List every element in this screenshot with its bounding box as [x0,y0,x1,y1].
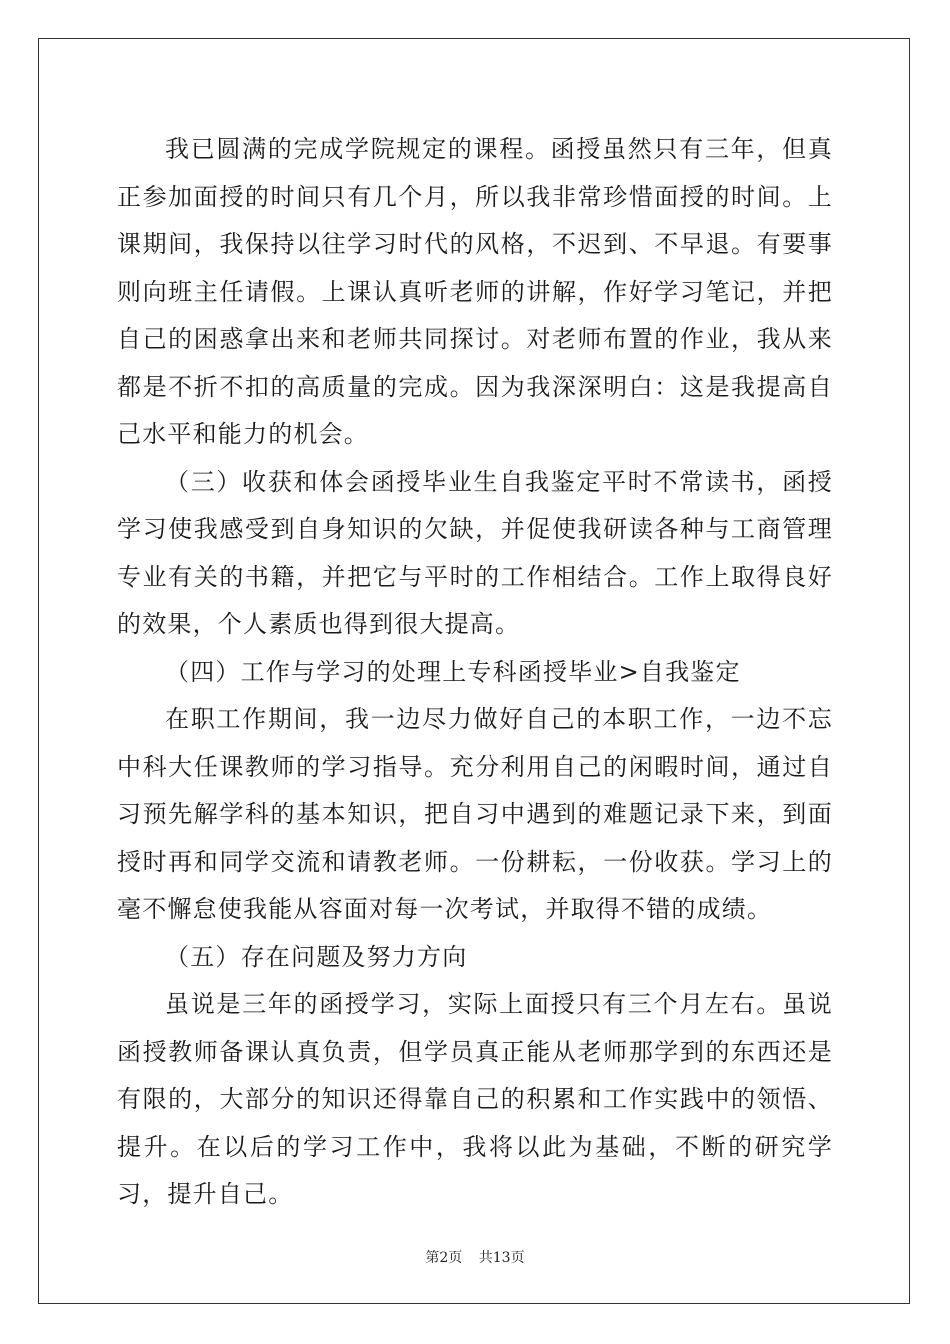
document-body [117,126,833,1219]
page-total: 共13页 [478,1250,525,1266]
paragraph-work-study-heading: （四）工作与学习的处理上专科函授毕业>自我鉴定 [165,657,741,686]
paragraph-problems-heading: （五）存在问题及努力方向 [165,942,468,971]
page-footer [0,1247,950,1267]
paragraph-gains-and-experience: （三）收获和体会函授毕业生自我鉴定平时不常读书，函授学习使我感受到自身知识的欠缺，并促使我研读各种与工商管理专业有关的书籍，并把它与平时的工作相结合。工作上取得良好的效果，个人素质也得到很大提高。 [117,467,833,638]
paragraph-course-completion: 我已圆满的完成学院规定的课程。函授虽然只有三年，但真正参加面授的时间只有几个月，所以我非常珍惜面授的时间。上课期间，我保持以往学习时代的风格，不迟到、不早退。有要事则向班主任请假。上课认真听老师的讲解，作好学习笔记，并把自己的困惑拿出来和老师共同探讨。对老师布置的作业，我从来都是不折不扣的高质量的完成。因为我深深明白：这是我提高自己水平和能力的机会。 [117,135,833,448]
paragraph-work-study-balance: 在职工作期间，我一边尽力做好自己的本职工作，一边不忘中科大任课教师的学习指导。充分利用自己的闲暇时间，通过自习预先解学科的基本知识，把自习中遇到的难题记录下来，到面授时再和同学交流和请教老师。一份耕耘，一份收获。学习上的毫不懈怠使我能从容面对每一次考试，并取得不错的成绩。 [117,705,833,923]
page-number: 第2页 [425,1250,463,1266]
paragraph-problems-and-direction: 虽说是三年的函授学习，实际上面授只有三个月左右。虽说函授教师备课认真负责，但学员真正能从老师那学到的东西还是有限的，大部分的知识还得靠自己的积累和工作实践中的领悟、提升。在以后的学习工作中，我将以此为基础，不断的研究学习，提升自己。 [117,990,833,1208]
